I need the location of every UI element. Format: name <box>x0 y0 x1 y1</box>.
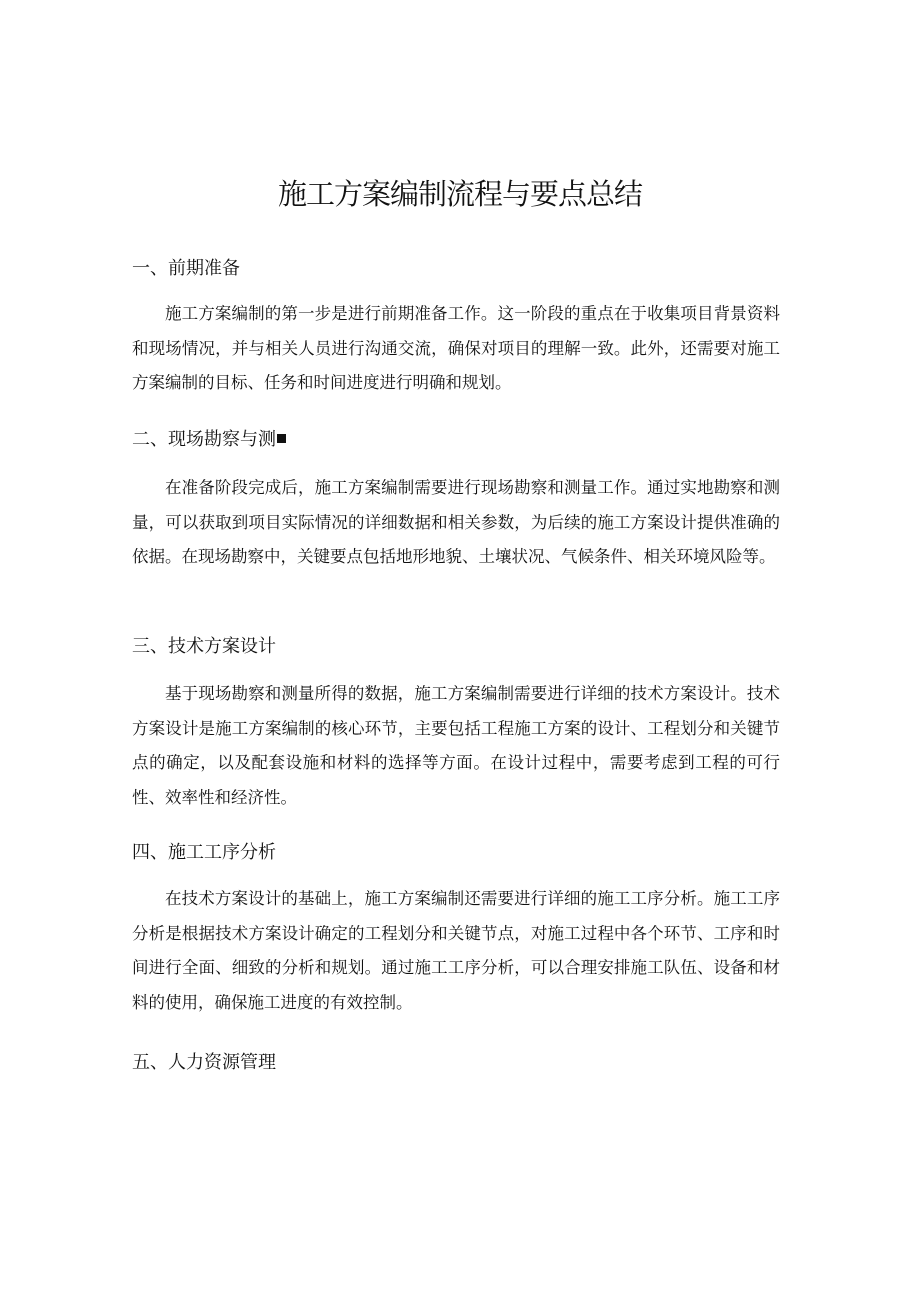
section-heading-4: 四、施工工序分析 <box>132 842 276 863</box>
section-body-3: 基于现场勘察和测量所得的数据，施工方案编制需要进行详细的技术方案设计。技术方案设计是施工方案编制的核心环节，主要包括工程施工方案的设计、工程划分和关键节点的确定，以及配套设施和材料的选择等方面。在设计过程中，需要考虑到工程的可行性、效率性和经济性。 <box>132 684 780 807</box>
section-body-2: 在准备阶段完成后，施工方案编制需要进行现场勘察和测量工作。通过实地勘察和测量，可以获取到项目实际情况的详细数据和相关参数，为后续的施工方案设计提供准确的依据。在现场勘察中，关键要点包括地形地貌、土壤状况、气候条件、相关环境风险等。 <box>132 478 780 567</box>
section-heading-2: 二、现场勘察与测 <box>132 429 276 450</box>
section-heading-5: 五、人力资源管理 <box>132 1052 276 1073</box>
section-heading-1: 一、前期准备 <box>132 258 240 279</box>
missing-glyph-square-icon <box>277 434 286 443</box>
section-heading-2-wrapper <box>132 427 286 453</box>
section-body-4: 在技术方案设计的基础上，施工方案编制还需要进行详细的施工工序分析。施工工序分析是根据技术方案设计确定的工程划分和关键节点，对施工过程中各个环节、工序和时间进行全面、细致的分析和规划。通过施工工序分析，可以合理安排施工队伍、设备和材料的使用，确保施工进度的有效控制。 <box>132 889 780 1012</box>
section-heading-3: 三、技术方案设计 <box>132 636 276 657</box>
section-body-1: 施工方案编制的第一步是进行前期准备工作。这一阶段的重点在于收集项目背景资料和现场情况，并与相关人员进行沟通交流，确保对项目的理解一致。此外，还需要对施工方案编制的目标、任务和时间进度进行明确和规划。 <box>132 304 780 393</box>
document-title: 施工方案编制流程与要点总结 <box>277 177 642 211</box>
